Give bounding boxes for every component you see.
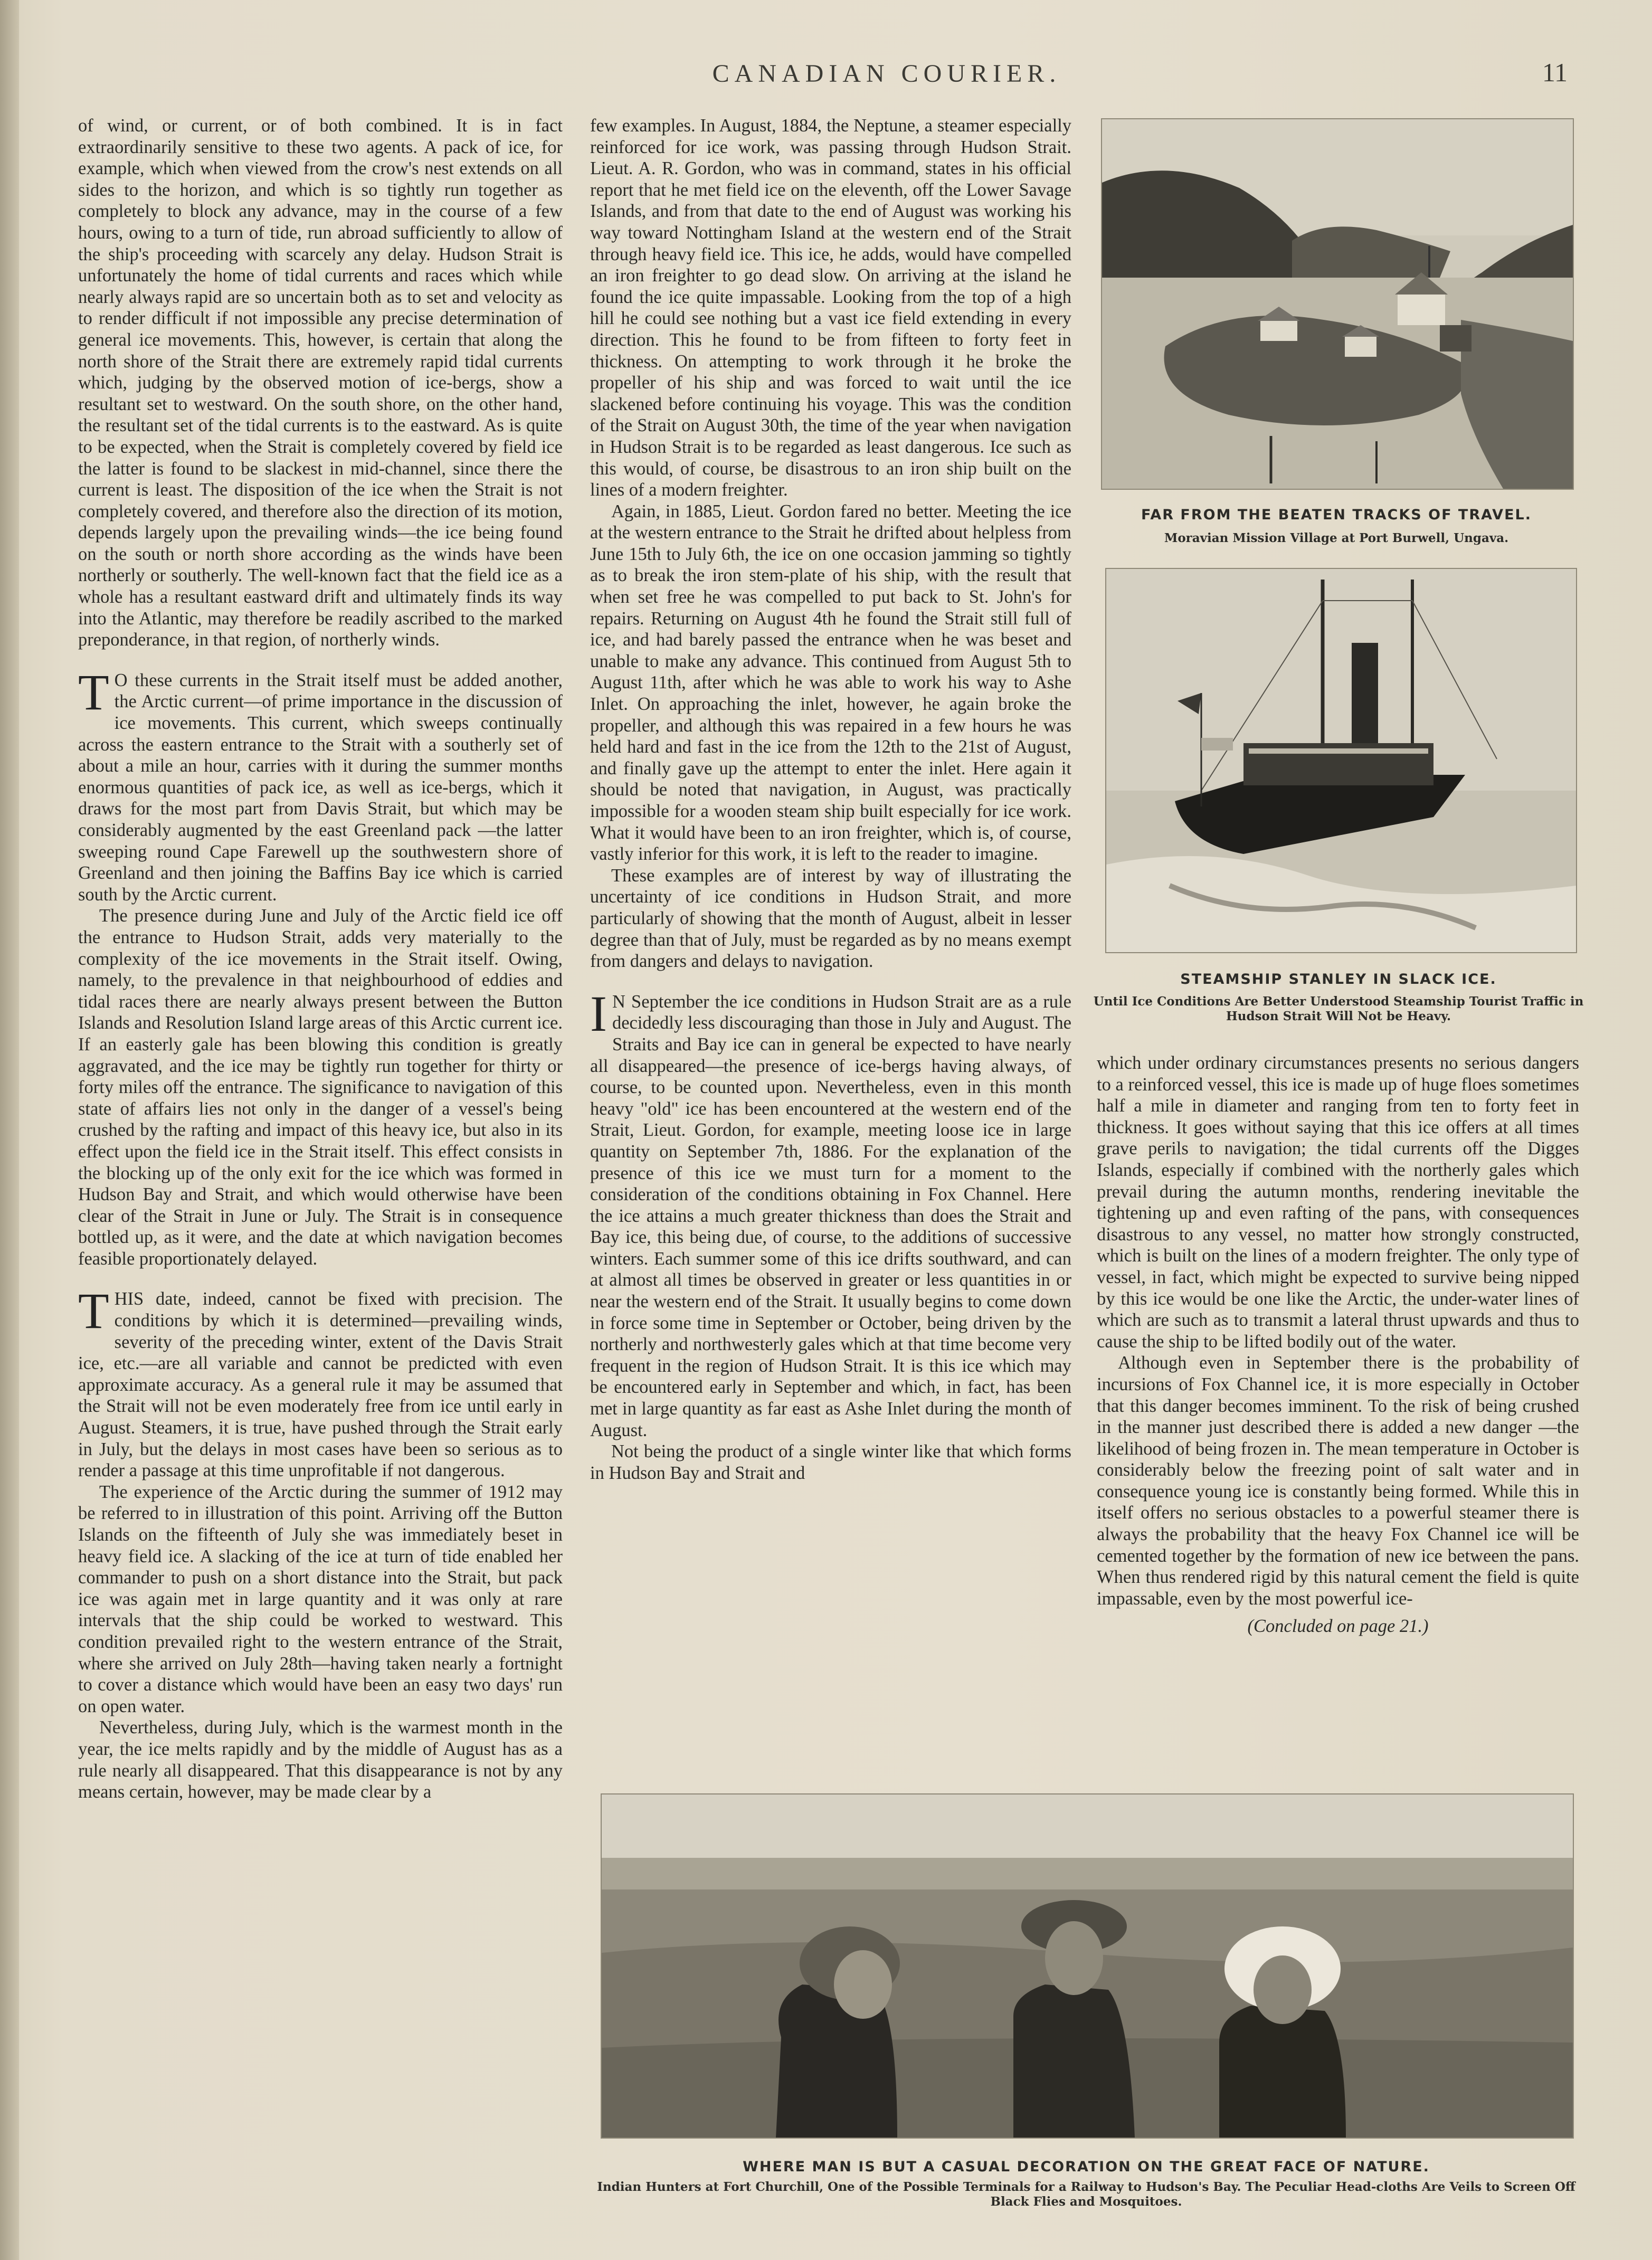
photo-mission-village: [1101, 118, 1574, 490]
paragraph: of wind, or current, or of both combined. It is in fact extraordinarily sensitive to these two agents. A pack of ice, for example, which when viewed from the crow's nest extends on all sides to the horizon, and which is so tightly run together as completely to block any advance, may in the course of a few hours, owing to a turn of tide, run abroad sufficiently to allow of the ship's proceeding with scarcely any delay. Hudson Strait is unfortunately the home of tidal currents and races which while nearly always rapid are so uncertain both as to set and velocity as to render difficult if not impossible any precise determination of general ice movements. This, however, is certain that along the north shore of the Strait there are extremely rapid tidal currents which, judging by the observed motion of ice-bergs, show a resultant set to westward. On the south shore, on the other hand, the resultant set of the tidal currents is to the eastward. As is quite to be expected, when the Strait is completely covered by field ice the latter is found to be slackest in mid-channel, since there the current is least. The disposition of the ice when the Strait is not completely covered, and therefore also the direction of its motion, depends largely upon the prevailing winds—the ice being found on the south or north shore according as the winds have been northerly or southerly. The well-known fact that the field ice as a whole has a resultant eastward drift and ultimately finds its way into the Atlantic, may therefore be readily ascribed to the marked preponderance, in that region, of northerly winds.: [78, 116, 563, 650]
drop-cap: T: [78, 663, 109, 720]
paragraph: Again, in 1885, Lieut. Gordon fared no better. Meeting the ice at the western entrance to the Strait he drifted about helpless from June 15th to July 6th, the ice on one occasion jamming so tightly as to break the iron stem-plate of his ship, with the result that when set free he was compelled to put back to St. John's for repairs. Returning on August 4th he found the Strait still full of ice, and had barely passed the entrance when he was beset and unable to make any advance. This continued from August 5th to August 11th, after which he was able to work his way to Ashe Inlet. On approaching the inlet, however, he again broke the propeller, and although this was repaired in a few hours he was held hard and fast in the ice from the 12th to the 21st of August, and finally gave up the attempt to enter the inlet. Here again it should be noted that navigation, in August, was practically impossible for a wooden steam ship built especially for ice work. What it would have been to an iron freighter, which is, of course, vastly inferior for this work, it is left to the reader to imagine.: [590, 501, 1071, 865]
paragraph: These examples are of interest by way of illustrating the uncertainty of ice conditions in Hudson Strait, and more particularly of showing that the month of August, albeit in lesser degree than that of July, must be regarded as by no means exempt from dangers and delays to navigation.: [590, 865, 1071, 972]
photo-indian-hunters: [601, 1793, 1574, 2139]
paragraph: Nevertheless, during July, which is the warmest month in the year, the ice melts rapidly and by the middle of August has as a rule nearly all disappeared. That this disappearance is not by any means certain, however, may be made clear by a: [78, 1717, 563, 1802]
paragraph-text: HIS date, indeed, cannot be fixed with precision. The conditions by which it is determined—prevailing winds, severity of the preceding winter, extent of the Davis Strait ice, etc.—are all variable and cannot be predicted with even approximate accuracy. As a general rule it may be assumed that the Strait will not be even moderately free from ice until early in August. Steamers, it is true, have pushed through the Strait early in July, but the delays in most cases have been so serious as to render a passage at this time unprofitable if not dangerous.: [78, 1289, 563, 1481]
binding-gutter: [0, 0, 19, 2260]
paragraph: The presence during June and July of the Arctic field ice off the entrance to Hudson Strait, adds very materially to the complexity of the ice movements in the Strait itself. Owing, namely, to the prevalence in that neighbourhood of eddies and tidal races there are nearly always present between the Button Islands and Resolution Island large areas of this Arctic current ice. If an easterly gale has been blowing this condition is greatly aggravated, and the ice may be tightly run together for thirty or forty miles off the entrance. The significance to navigation of this state of affairs lies not only in the danger of a vessel's being crushed by the rafting and impact of this heavy ice, but also in its effect upon the field ice in the Strait itself. This effect consists in the blocking up of the only exit for the ice which was formed in Hudson Bay and Strait, and which would otherwise have been clear of the Strait in June or July. The Strait is in consequence bottled up, as it were, and the date at which navigation becomes feasible proportionately delayed.: [78, 906, 563, 1269]
photo-hunters-image: [602, 1794, 1573, 2138]
paragraph-dropcap: [78, 663, 563, 906]
article-column-2: [590, 115, 1071, 1484]
paragraph-dropcap: [78, 1283, 563, 1481]
photo-caption-title: FAR FROM THE BEATEN TRACKS OF TRAVEL.: [1141, 507, 1532, 523]
drop-cap: T: [78, 1283, 109, 1340]
photo-caption-title: WHERE MAN IS BUT A CASUAL DECORATION ON THE GREAT FACE OF NATURE.: [743, 2159, 1430, 2175]
paragraph-dropcap: [590, 985, 1071, 1441]
drop-cap: I: [590, 985, 607, 1042]
paragraph: few examples. In August, 1884, the Neptune, a steamer especially reinforced for ice work, was passing through Hudson Strait. Lieut. A. R. Gordon, who was in command, states in his official report that he met field ice on the eleventh, off the Lower Savage Islands, and from that date to the end of August was working his way toward Nottingham Island at the western end of the Strait through heavy field ice. This ice, he adds, would have compelled an iron freighter to go dead slow. On arriving at the island he found the ice quite impassable. Looking from the top of a high hill he could see nothing but a vast ice field extending in every direction. This he found to be from fifteen to forty feet in thickness. On attempting to work through it he broke the propeller of his ship and was forced to wait until the ice slackened before continuing his voyage. This was the condition of the Strait on August 30th, the time of the year when navigation in Hudson Strait is to be regarded as least dangerous. Ice such as this would, of course, be disastrous to an iron ship built on the lines of a modern freighter.: [590, 116, 1071, 500]
paragraph: which under ordinary circumstances presents no serious dangers to a reinforced vessel, this ice is made up of huge floes sometimes half a mile in diameter and ranging from ten to forty feet in thickness. It goes without saying that this ice offers at all times grave perils to navigation; the tidal currents off the Digges Islands, especially if combined with the northerly gales which prevail during the autumn months, rendering inevitable the tightening up and even rafting of the pans, with consequences disastrous to any vessel, no matter how strongly constructed, which is built on the lines of a modern freighter. The only type of vessel, in fact, which might be expected to survive being nipped by this ice would be one like the Arctic, the under-water lines of which are such as to transmit a lateral thrust upwards and thus to cause the ship to be lifted bodily out of the water.: [1097, 1053, 1579, 1352]
running-head: CANADIAN COURIER.: [712, 60, 1061, 88]
photo-steamship-stanley: [1105, 568, 1577, 953]
photo-caption-title: STEAMSHIP STANLEY IN SLACK ICE.: [1180, 971, 1497, 987]
paragraph: Although even in September there is the probability of incursions of Fox Channel ice, it is more especially in October that this danger becomes imminent. To the risk of being crushed in the manner just described there is added a new danger —the likelihood of being frozen in. The mean temperature in October is considerably below the freezing point of salt water and in consequence young ice is constantly being formed. While this in itself offers no serious obstacles to a powerful steamer there is always the probability that the heavy Fox Channel ice will be cemented together by the formation of new ice between the pans. When thus rendered rigid by this natural cement the field is quite impassable, even by the most powerful ice-: [1097, 1353, 1579, 1609]
paragraph: The experience of the Arctic during the summer of 1912 may be referred to in illustration of this point. Arriving off the Button Islands on the fifteenth of July she was immediately beset in heavy field ice. A slacking of the ice at turn of tide enabled her commander to push on a short distance into the Strait, but pack ice was again met in large quantity and it was only at rare intervals that the ship could be worked to westward. This condition prevailed right to the western entrance of the Strait, where she arrived on July 28th—having taken nearly a fortnight to cover a distance which would have been an easy two days' run on open water.: [78, 1482, 563, 1716]
paragraph-text: O these currents in the Strait itself must be added another, the Arctic current—of prime importance in the discussion of ice movements. This current, which sweeps continually across the eastern entrance to the Strait with a southerly set of about a mile an hour, carries with it during the summer months enormous quantities of pack ice, as well as ice-bergs, which it draws for the most part from Davis Strait, but which may be considerably augmented by the east Greenland pack —the latter sweeping round Cape Farewell up the southwestern shore of Greenland and then joining the Baffins Bay ice which is carried south by the Arctic current.: [78, 670, 563, 905]
page-number: 11: [1542, 58, 1568, 87]
article-column-1: [78, 115, 563, 1803]
paragraph-text: N September the ice conditions in Hudson Strait are as a rule decidedly less discouraging than those in July and August. The Straits and Bay ice can in general be expected to have nearly all disappeared—the presence of ice-bergs having always, of course, to be counted upon. Nevertheless, even in this month heavy "old" ice has been encountered at the western end of the Strait, Lieut. Gordon, for example, meeting loose ice in large quantity on September 7th, 1886. For the explanation of the presence of this ice we must turn for a moment to the consideration of the conditions obtaining in Fox Channel. Here the ice attains a much greater thickness than does the Strait and Bay ice, this being due, of course, to the additions of successive winters. Each summer some of this ice drifts southward, and can at almost all times be observed in greater or less quantities in or near the western end of the Strait. It usually begins to come down in force some time in September or October, being driven by the northerly and northwesterly gales which at that time become very frequent in the region of Hudson Strait. It is this ice which may be encountered early in September and which, in fact, has been met in large quantity as far east as Ashe Inlet during the month of August.: [590, 991, 1071, 1440]
photo-caption-subtitle: Moravian Mission Village at Port Burwell, Ungava.: [1164, 531, 1509, 545]
photo-steamship-image: [1106, 569, 1576, 952]
photo-mission-village-image: [1102, 119, 1573, 489]
paragraph: Not being the product of a single winter like that which forms in Hudson Bay and Strait and: [590, 1441, 1071, 1483]
photo-caption-subtitle: Until Ice Conditions Are Better Understood Steamship Tourist Traffic in Hudson Strait Will Not be Heavy.: [1093, 994, 1584, 1023]
article-column-3: [1097, 1052, 1579, 1637]
continuation-note: (Concluded on page 21.): [1247, 1616, 1429, 1637]
photo-caption-subtitle: Indian Hunters at Fort Churchill, One of the Possible Terminals for a Railway to Hudson's Bay. The Peculiar Head-cloths Are Veils to Screen Off Black Flies and Mosquitoes.: [597, 2180, 1575, 2209]
